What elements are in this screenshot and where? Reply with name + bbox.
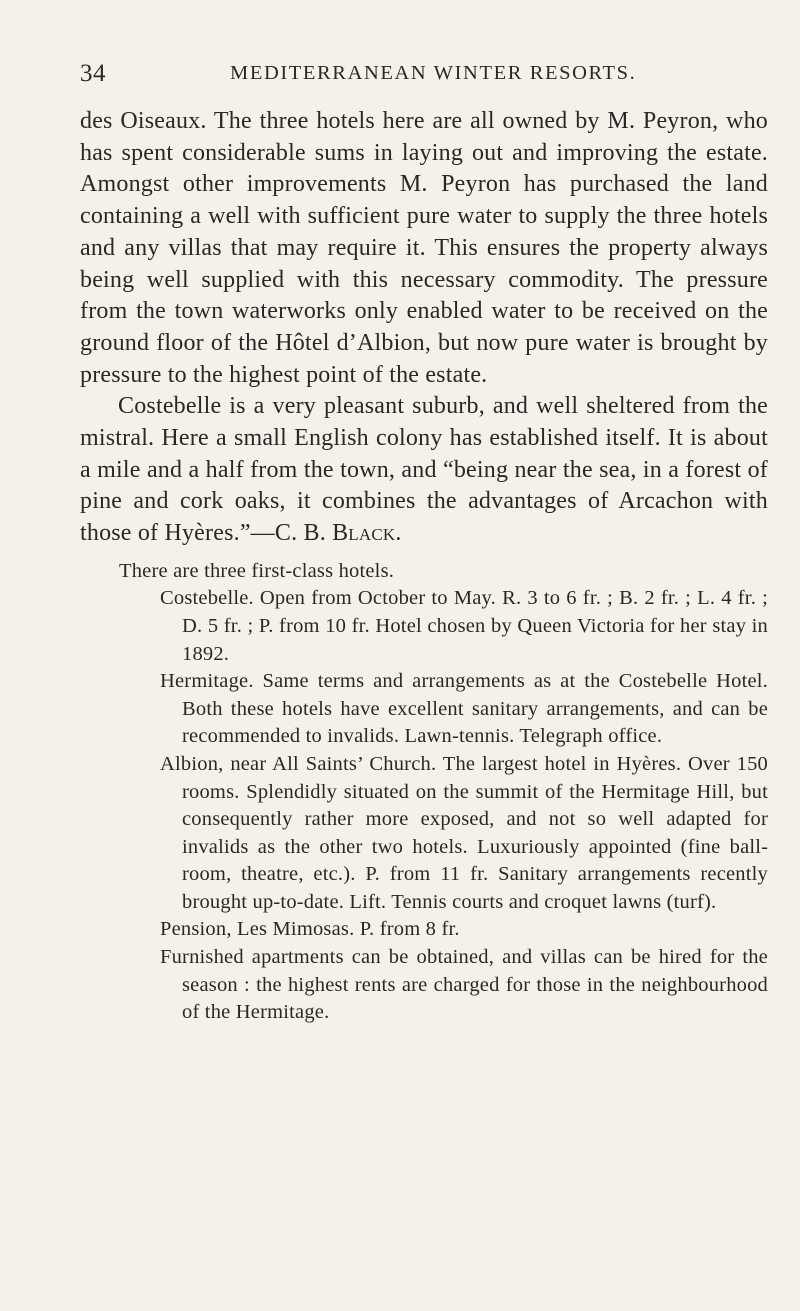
hotels-intro: There are three first-class hotels.	[119, 559, 395, 582]
paragraph-costebelle-text: Costebelle is a very pleasant suburb, and well sheltered from the mistral. Here a small English colony has established itself. It is about a mile and a half from the town, and “being near the sea, in a forest of pine and cork oaks, it combines the advantages of Arcachon with those of Hyères.”—C. B.	[80, 393, 768, 547]
body-text	[80, 106, 768, 1027]
paragraph-costebelle	[80, 391, 768, 550]
running-head	[80, 60, 760, 90]
hotel-entry-albion: Albion, near All Saints’ Church. The largest hotel in Hyères. Over 150 rooms. Splendidly situated on the summit of the Hermitage Hill, but consequently rather more exposed, and not so well adapted for invalids as the other two hotels. Luxuriously appointed (fine ballroom, theatre, etc.). P. from 11 fr. Sanitary arrangements recently brought up-to-date. Lift. Tennis courts and croquet lawns (turf).	[160, 752, 768, 913]
hotel-entry-mimosas: Pension, Les Mimosas. P. from 8 fr.	[160, 918, 460, 941]
running-title: MEDITERRANEAN WINTER RESORTS.	[230, 62, 637, 84]
quote-author: Black.	[332, 520, 402, 547]
furnished-apartments-entry: Furnished apartments can be obtained, and villas can be hired for the season : the highest rents are charged for those in the neighbourhood of the Hermitage.	[160, 946, 768, 1024]
page-number: 34	[80, 60, 106, 87]
paragraph-oiseaux: des Oiseaux. The three hotels here are all owned by M. Peyron, who has spent considerable sums in laying out and improving the estate. Amongst other improvements M. Peyron has purchased the land containing a well with sufficient pure water to supply the three hotels and any villas that may require it. This ensures the property always being well supplied with this necessary commodity. The pressure from the town waterworks only enabled water to be received on the ground floor of the Hôtel d’Albion, but now pure water is brought by pressure to the highest point of the estate.	[80, 108, 768, 388]
hotel-entry-hermitage: Hermitage. Same terms and arrangements as at the Costebelle Hotel. Both these hotels have excellent sanitary arrangements, and can be recommended to invalids. Lawn-tennis. Telegraph office.	[160, 670, 768, 748]
hotel-entry-costebelle: Costebelle. Open from October to May. R. 3 to 6 fr. ; B. 2 fr. ; L. 4 fr. ; D. 5 fr. ; P. from 10 fr. Hotel chosen by Queen Victoria for her stay in 1892.	[160, 587, 768, 665]
